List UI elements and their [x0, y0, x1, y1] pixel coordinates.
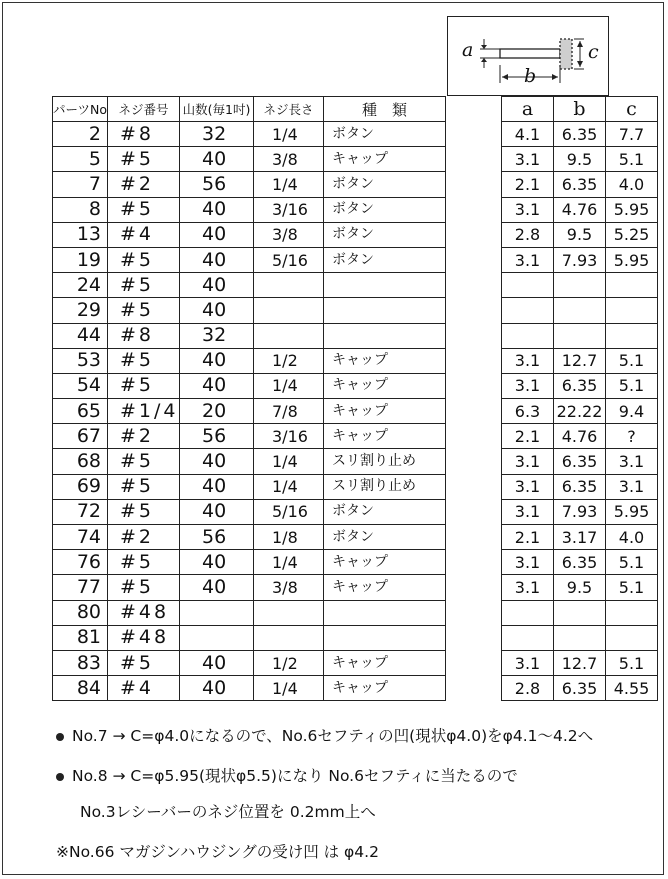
cell-threads: 32	[180, 122, 254, 147]
table-header-row	[53, 97, 658, 122]
cell-c: 5.1	[606, 550, 658, 575]
cell-kind: キャップ	[324, 424, 446, 449]
cell-length	[254, 323, 324, 348]
cell-b: 6.35	[554, 122, 606, 147]
cell-screw-no: #5	[108, 474, 180, 499]
table-row	[53, 424, 658, 449]
cell-part-no: 2	[53, 122, 108, 147]
cell-c	[606, 625, 658, 650]
header-screw-no: ネジ番号	[108, 97, 180, 122]
column-gap	[446, 525, 502, 550]
cell-length: 1/4	[254, 676, 324, 701]
column-gap	[446, 399, 502, 424]
cell-c	[606, 298, 658, 323]
cell-part-no: 53	[53, 348, 108, 373]
cell-part-no: 19	[53, 247, 108, 272]
cell-a: 3.1	[502, 575, 554, 600]
table-row	[53, 600, 658, 625]
cell-length	[254, 273, 324, 298]
cell-screw-no: #48	[108, 625, 180, 650]
cell-a: 3.1	[502, 147, 554, 172]
cell-threads: 40	[180, 373, 254, 398]
cell-length: 3/16	[254, 424, 324, 449]
column-gap	[446, 122, 502, 147]
cell-kind: キャップ	[324, 399, 446, 424]
cell-screw-no: #5	[108, 197, 180, 222]
cell-b: 6.35	[554, 373, 606, 398]
cell-c: 4.55	[606, 676, 658, 701]
cell-threads: 40	[180, 197, 254, 222]
cell-threads	[180, 600, 254, 625]
column-gap	[446, 449, 502, 474]
cell-part-no: 77	[53, 575, 108, 600]
cell-a: 3.1	[502, 550, 554, 575]
cell-length: 1/4	[254, 373, 324, 398]
table-row	[53, 222, 658, 247]
cell-part-no: 76	[53, 550, 108, 575]
cell-c: 3.1	[606, 449, 658, 474]
cell-threads: 40	[180, 474, 254, 499]
column-gap	[446, 273, 502, 298]
cell-a: 3.1	[502, 499, 554, 524]
header-threads: 山数(毎1吋)	[180, 97, 254, 122]
cell-length: 3/8	[254, 575, 324, 600]
diagram-label-b: b	[524, 65, 537, 87]
cell-c: 5.25	[606, 222, 658, 247]
cell-screw-no: #1/4	[108, 399, 180, 424]
cell-threads: 40	[180, 247, 254, 272]
cell-length: 5/16	[254, 499, 324, 524]
cell-length: 3/8	[254, 147, 324, 172]
cell-kind: キャップ	[324, 373, 446, 398]
cell-length: 1/4	[254, 474, 324, 499]
cell-screw-no: #4	[108, 676, 180, 701]
cell-threads: 40	[180, 147, 254, 172]
cell-threads: 40	[180, 348, 254, 373]
column-gap	[446, 550, 502, 575]
table-row	[53, 348, 658, 373]
cell-threads: 56	[180, 424, 254, 449]
screw-dimension-diagram	[447, 16, 609, 96]
cell-screw-no: #5	[108, 373, 180, 398]
column-gap	[446, 499, 502, 524]
cell-length: 1/2	[254, 650, 324, 675]
cell-length: 3/8	[254, 222, 324, 247]
table-row	[53, 625, 658, 650]
cell-screw-no: #5	[108, 147, 180, 172]
note-4	[56, 840, 379, 862]
cell-a: 2.8	[502, 222, 554, 247]
cell-part-no: 84	[53, 676, 108, 701]
cell-a: 4.1	[502, 122, 554, 147]
cell-screw-no: #5	[108, 273, 180, 298]
diagram-label-a: a	[462, 39, 474, 61]
table-body	[53, 122, 658, 701]
cell-kind: ボタン	[324, 247, 446, 272]
cell-b	[554, 273, 606, 298]
cell-threads: 40	[180, 650, 254, 675]
cell-screw-no: #2	[108, 424, 180, 449]
cell-c: 4.0	[606, 172, 658, 197]
cell-c: 5.1	[606, 650, 658, 675]
cell-screw-no: #5	[108, 550, 180, 575]
cell-b: 7.93	[554, 499, 606, 524]
cell-threads: 40	[180, 550, 254, 575]
table-row	[53, 525, 658, 550]
cell-length	[254, 625, 324, 650]
header-b: b	[554, 97, 606, 122]
cell-kind: キャップ	[324, 550, 446, 575]
table-row	[53, 373, 658, 398]
cell-length: 1/4	[254, 550, 324, 575]
cell-screw-no: #2	[108, 172, 180, 197]
table-row	[53, 147, 658, 172]
cell-length: 7/8	[254, 399, 324, 424]
cell-b: 6.35	[554, 172, 606, 197]
cell-c: 5.1	[606, 348, 658, 373]
cell-part-no: 5	[53, 147, 108, 172]
cell-b	[554, 298, 606, 323]
cell-a: 2.1	[502, 424, 554, 449]
cell-screw-no: #8	[108, 122, 180, 147]
column-gap	[446, 650, 502, 675]
header-a: a	[502, 97, 554, 122]
cell-b: 3.17	[554, 525, 606, 550]
cell-part-no: 81	[53, 625, 108, 650]
cell-b: 9.5	[554, 147, 606, 172]
cell-length: 5/16	[254, 247, 324, 272]
table-row	[53, 650, 658, 675]
cell-a: 3.1	[502, 373, 554, 398]
cell-kind	[324, 298, 446, 323]
cell-screw-no: #5	[108, 247, 180, 272]
column-gap	[446, 373, 502, 398]
cell-c: 9.4	[606, 399, 658, 424]
cell-length: 3/16	[254, 197, 324, 222]
cell-length: 1/4	[254, 449, 324, 474]
note-1-text: No.7 → C=φ4.0になるので、No.6セフティの凹(現状φ4.0)をφ4.1〜4.2へ	[72, 727, 594, 745]
column-gap	[446, 172, 502, 197]
cell-a: 3.1	[502, 474, 554, 499]
cell-kind	[324, 273, 446, 298]
cell-screw-no: #5	[108, 449, 180, 474]
cell-c: 7.7	[606, 122, 658, 147]
cell-kind: ボタン	[324, 525, 446, 550]
cell-screw-no: #8	[108, 323, 180, 348]
note-4-text: ※No.66 マガジンハウジングの受け凹 は φ4.2	[56, 843, 379, 861]
column-gap	[446, 247, 502, 272]
note-2-text: No.8 → C=φ5.95(現状φ5.5)になり No.6セフティに当たるので	[72, 767, 518, 785]
column-gap	[446, 575, 502, 600]
table-row	[53, 399, 658, 424]
cell-a: 2.8	[502, 676, 554, 701]
header-c: c	[606, 97, 658, 122]
table-row	[53, 273, 658, 298]
bullet-icon	[56, 733, 64, 741]
cell-b: 12.7	[554, 650, 606, 675]
cell-a: 3.1	[502, 247, 554, 272]
cell-kind	[324, 323, 446, 348]
cell-a: 3.1	[502, 650, 554, 675]
column-gap	[446, 600, 502, 625]
cell-b	[554, 600, 606, 625]
cell-part-no: 83	[53, 650, 108, 675]
cell-b	[554, 625, 606, 650]
table-row	[53, 122, 658, 147]
table-row	[53, 247, 658, 272]
cell-b: 7.93	[554, 247, 606, 272]
cell-part-no: 29	[53, 298, 108, 323]
cell-part-no: 44	[53, 323, 108, 348]
cell-kind: キャップ	[324, 575, 446, 600]
cell-length: 1/2	[254, 348, 324, 373]
cell-threads: 40	[180, 449, 254, 474]
cell-a: 2.1	[502, 172, 554, 197]
note-1	[56, 724, 593, 746]
table-row	[53, 197, 658, 222]
cell-b: 6.35	[554, 550, 606, 575]
header-kind: 種 類	[324, 97, 446, 122]
column-gap	[446, 625, 502, 650]
cell-a	[502, 625, 554, 650]
cell-c: 5.95	[606, 197, 658, 222]
cell-part-no: 7	[53, 172, 108, 197]
column-gap	[446, 676, 502, 701]
table-row	[53, 550, 658, 575]
table-row	[53, 499, 658, 524]
cell-c: 4.0	[606, 525, 658, 550]
cell-c: 5.1	[606, 147, 658, 172]
cell-c: ?	[606, 424, 658, 449]
cell-screw-no: #5	[108, 298, 180, 323]
cell-b: 6.35	[554, 474, 606, 499]
cell-kind: ボタン	[324, 172, 446, 197]
table-row	[53, 676, 658, 701]
cell-threads: 56	[180, 172, 254, 197]
bullet-icon	[56, 773, 64, 781]
cell-c: 3.1	[606, 474, 658, 499]
cell-part-no: 8	[53, 197, 108, 222]
cell-kind: キャップ	[324, 147, 446, 172]
column-gap	[446, 147, 502, 172]
cell-c	[606, 600, 658, 625]
cell-threads: 20	[180, 399, 254, 424]
cell-c: 5.1	[606, 575, 658, 600]
cell-threads: 40	[180, 298, 254, 323]
header-part-no: パーツNo	[53, 97, 108, 122]
cell-part-no: 68	[53, 449, 108, 474]
cell-kind: キャップ	[324, 650, 446, 675]
cell-threads: 40	[180, 676, 254, 701]
cell-kind: ボタン	[324, 222, 446, 247]
cell-kind	[324, 625, 446, 650]
cell-length: 1/4	[254, 122, 324, 147]
cell-screw-no: #48	[108, 600, 180, 625]
cell-length: 1/4	[254, 172, 324, 197]
cell-kind	[324, 600, 446, 625]
cell-threads: 40	[180, 222, 254, 247]
table-row	[53, 298, 658, 323]
cell-b: 12.7	[554, 348, 606, 373]
cell-b: 6.35	[554, 449, 606, 474]
cell-threads: 32	[180, 323, 254, 348]
note-2	[56, 764, 518, 786]
cell-kind: ボタン	[324, 122, 446, 147]
note-3	[80, 800, 376, 822]
cell-b: 9.5	[554, 222, 606, 247]
cell-screw-no: #4	[108, 222, 180, 247]
cell-a	[502, 273, 554, 298]
column-gap	[446, 474, 502, 499]
cell-threads: 40	[180, 273, 254, 298]
cell-part-no: 72	[53, 499, 108, 524]
cell-c	[606, 323, 658, 348]
cell-a: 2.1	[502, 525, 554, 550]
cell-part-no: 54	[53, 373, 108, 398]
table-row	[53, 323, 658, 348]
cell-a: 6.3	[502, 399, 554, 424]
header-length: ネジ長さ	[254, 97, 324, 122]
cell-b: 6.35	[554, 676, 606, 701]
cell-kind: スリ割り止め	[324, 449, 446, 474]
diagram-label-c: c	[588, 41, 599, 63]
cell-kind: キャップ	[324, 348, 446, 373]
cell-b: 4.76	[554, 424, 606, 449]
cell-a	[502, 298, 554, 323]
cell-c: 5.95	[606, 499, 658, 524]
cell-c: 5.95	[606, 247, 658, 272]
cell-length: 1/8	[254, 525, 324, 550]
cell-threads: 40	[180, 575, 254, 600]
cell-b: 9.5	[554, 575, 606, 600]
cell-length	[254, 600, 324, 625]
cell-screw-no: #2	[108, 525, 180, 550]
cell-kind: スリ割り止め	[324, 474, 446, 499]
cell-a	[502, 323, 554, 348]
cell-threads: 40	[180, 499, 254, 524]
cell-kind: ボタン	[324, 197, 446, 222]
cell-part-no: 13	[53, 222, 108, 247]
column-gap	[446, 424, 502, 449]
cell-b	[554, 323, 606, 348]
cell-part-no: 74	[53, 525, 108, 550]
cell-c: 5.1	[606, 373, 658, 398]
cell-a: 3.1	[502, 449, 554, 474]
cell-part-no: 65	[53, 399, 108, 424]
cell-part-no: 80	[53, 600, 108, 625]
cell-part-no: 69	[53, 474, 108, 499]
table-row	[53, 575, 658, 600]
cell-a: 3.1	[502, 197, 554, 222]
note-3-text: No.3レシーバーのネジ位置を 0.2mm上へ	[80, 803, 376, 821]
cell-a	[502, 600, 554, 625]
cell-part-no: 24	[53, 273, 108, 298]
cell-screw-no: #5	[108, 499, 180, 524]
cell-screw-no: #5	[108, 348, 180, 373]
column-gap	[446, 197, 502, 222]
cell-length	[254, 298, 324, 323]
cell-part-no: 67	[53, 424, 108, 449]
column-gap	[446, 298, 502, 323]
cell-screw-no: #5	[108, 650, 180, 675]
table-row	[53, 449, 658, 474]
cell-c	[606, 273, 658, 298]
column-gap	[446, 323, 502, 348]
cell-screw-no: #5	[108, 575, 180, 600]
screw-parts-table	[52, 96, 658, 701]
cell-b: 4.76	[554, 197, 606, 222]
cell-a: 3.1	[502, 348, 554, 373]
cell-kind: キャップ	[324, 676, 446, 701]
cell-threads: 56	[180, 525, 254, 550]
column-gap	[446, 348, 502, 373]
cell-threads	[180, 625, 254, 650]
cell-b: 22.22	[554, 399, 606, 424]
cell-kind: ボタン	[324, 499, 446, 524]
column-gap	[446, 97, 502, 122]
column-gap	[446, 222, 502, 247]
table-row	[53, 172, 658, 197]
table-row	[53, 474, 658, 499]
